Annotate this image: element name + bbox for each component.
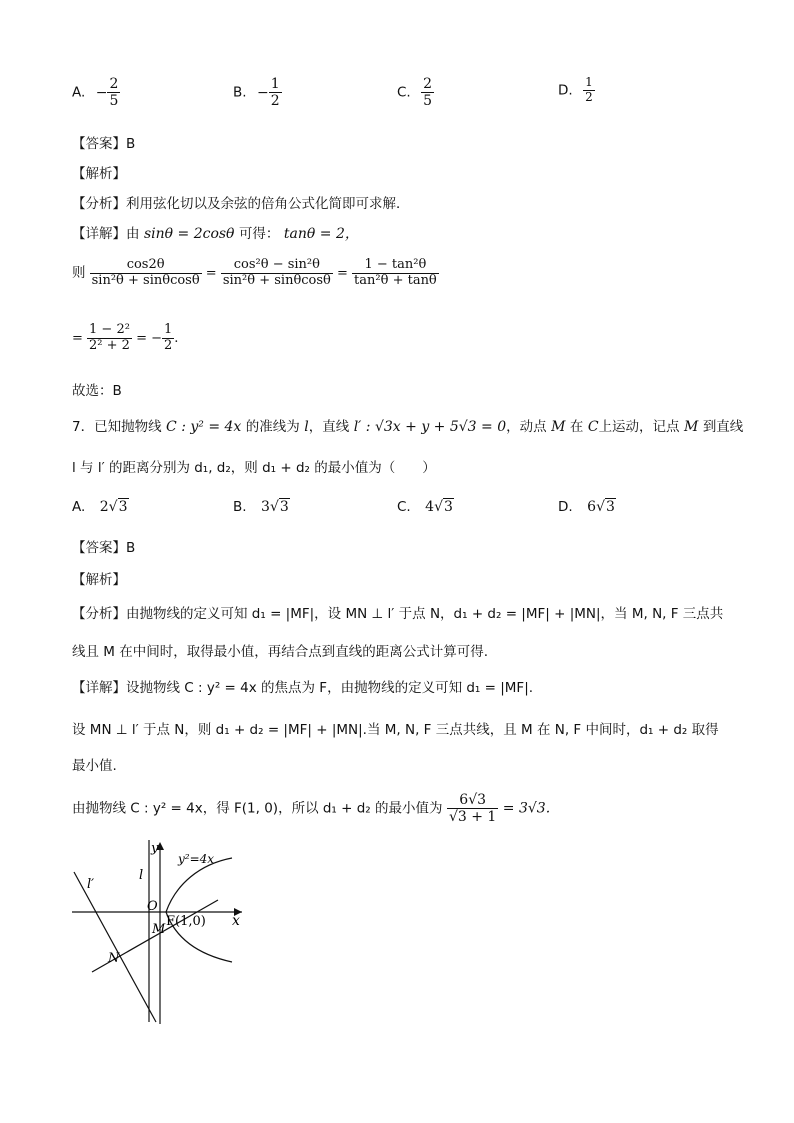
- q6-analysis-head: 【解析】: [72, 166, 126, 182]
- q6-choice: 故选：B: [72, 383, 122, 399]
- l-prime-label: l′: [87, 877, 95, 892]
- l-label: l: [139, 868, 144, 883]
- q7-option-c: C. 4√3: [397, 499, 453, 515]
- q7-option-a: A. 2√3: [72, 499, 128, 515]
- q7-option-b: B. 3√3: [233, 499, 289, 515]
- x-axis-label: x: [232, 913, 240, 929]
- q6-derivation-line1: 则 $\frac{\cos 2\theta}{\text{sin²θ + sinθcosθ}}$ = $\frac{\text{cos²θ − sin²θ}}{\text{sin²θ + sinθcosθ}}$ = $\frac{\text{1 − tan²θ}}{\text{tan²θ + tanθ}}$: [72, 257, 437, 288]
- q7-stem-line1: 7．已知抛物线 C : y² = 4x 的准线为 l，直线 l′ : √3x + y + 5√3 = 0，动点 M 在 C上运动，记点 M 到直线: [72, 419, 744, 435]
- q7-answer: 【答案】B: [72, 540, 136, 556]
- option-letter: A.: [72, 84, 86, 101]
- n-label: N: [108, 951, 120, 966]
- option-sign: −: [95, 84, 108, 101]
- q7-fenxi-line1: 【分析】由抛物线的定义可知 d₁ = |MF|，设 MN ⊥ l′ 于点 N，d₁ + d₂ = |MF| + |MN|，当 M, N, F 三点共: [72, 606, 724, 622]
- q7-analysis-head: 【解析】: [72, 572, 126, 588]
- q6-fenxi: 【分析】利用弦化切以及余弦的倍角公式化简即可求解．: [72, 196, 410, 212]
- q7-option-d: D. 6√3: [558, 499, 615, 515]
- y-axis-label: y: [151, 841, 159, 856]
- q6-xiangjie: 【详解】由 sinθ = 2cosθ 可得： tanθ = 2，: [72, 226, 359, 242]
- q6-option-c: C. $\frac{2}{5}$: [397, 76, 433, 110]
- curve-label: y²=4x: [178, 852, 215, 866]
- q7-she-line1: 设 MN ⊥ l′ 于点 N，则 d₁ + d₂ = |MF| + |MN|.当 M, N, F 三点共线，且 M 在 N, F 中间时，d₁ + d₂ 取得: [72, 722, 719, 738]
- origin-label: O: [147, 899, 158, 914]
- q6-option-b: B. − $\frac{1}{2}$: [233, 76, 280, 110]
- q7-xiangjie: 【详解】设抛物线 C : y² = 4x 的焦点为 F，由抛物线的定义可知 d₁ = |MF|.: [72, 680, 534, 696]
- q6-option-d: D. $\frac{1}{2}$: [558, 75, 593, 104]
- line-l-prime: [74, 872, 156, 1022]
- q6-answer: 【答案】B: [72, 136, 136, 152]
- q7-stem-line2: l 与 l′ 的距离分别为 d₁, d₂，则 d₁ + d₂ 的最小值为（ ）: [72, 460, 436, 476]
- q7-fenxi-line2: 线且 M 在中间时，取得最小值，再结合点到直线的距离公式计算可得.: [72, 644, 489, 660]
- q7-she-line2: 最小值.: [72, 758, 117, 774]
- parabola-curve: [166, 858, 232, 962]
- q7-final: 由抛物线 C : y² = 4x，得 F(1, 0)，所以 d₁ + d₂ 的最小值为 $\frac{6√3}{√3 + 1}$ = 3√3.: [72, 792, 551, 826]
- q6-derivation-line2: = $\frac{\text{1 − 2²}}{\text{2² + 2}}$ = − $\frac{1}{2}$ .: [72, 322, 179, 353]
- f-label: F(1,0): [166, 914, 206, 929]
- option-fraction: $\frac{2}{5}$: [109, 76, 119, 110]
- m-label: M: [152, 922, 166, 937]
